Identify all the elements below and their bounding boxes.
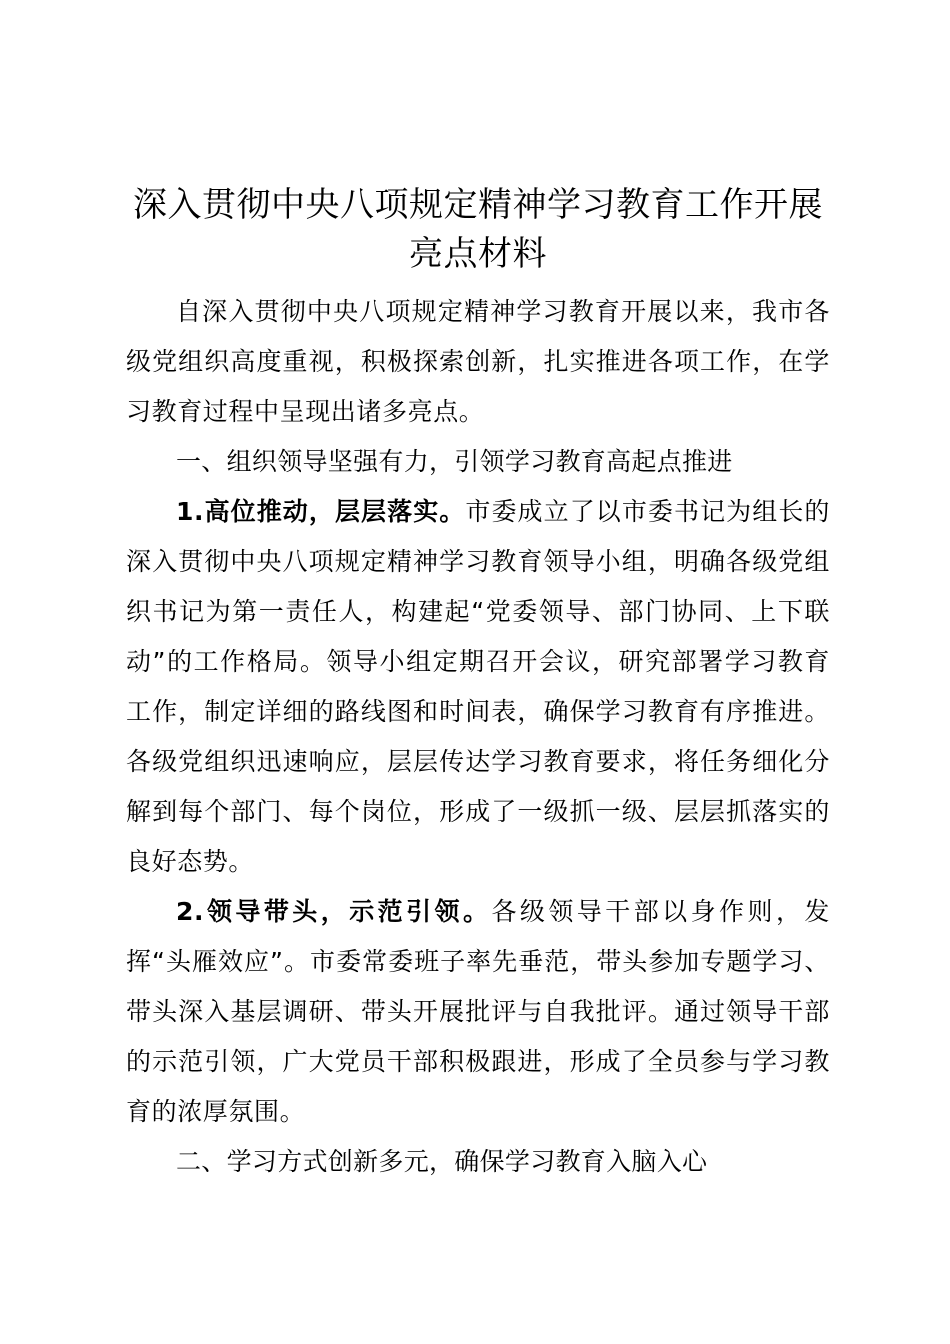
title-line-1: 深入贯彻中央八项规定精神学习教育工作开展	[133, 185, 823, 225]
document-title	[126, 181, 830, 279]
item-body-2: 各级领导干部以身作则，发挥“头雁效应”。市委常委班子率先垂范，带头参加专题学习、带头深入基层调研、带头开展批评与自我批评。通过领导干部的示范引领，广大党员干部积极跟进，形成了全员参与学习教育的浓厚氛围。	[126, 897, 831, 1126]
title-line-2: 亮点材料	[409, 234, 547, 274]
section-heading-1: 一、组织领导坚强有力，引领学习教育高起点推进	[176, 447, 733, 476]
item-lead-2: 2.领导带头，示范引领。	[176, 897, 492, 926]
section-heading-2: 二、学习方式创新多元，确保学习教育入脑入心	[176, 1147, 708, 1176]
item-body-1: 市委成立了以市委书记为组长的深入贯彻中央八项规定精神学习教育领导小组，明确各级党组织书记为第一责任人，构建起“党委领导、部门协同、上下联动”的工作格局。领导小组定期召开会议，研究部署学习教育工作，制定详细的路线图和时间表，确保学习教育有序推进。各级党组织迅速响应，层层传达学习教育要求，将任务细化分解到每个部门、每个岗位，形成了一级抓一级、层层抓落实的良好态势。	[126, 497, 831, 876]
intro-paragraph: 自深入贯彻中央八项规定精神学习教育开展以来，我市各级党组织高度重视，积极探索创新，扎实推进各项工作，在学习教育过程中呈现出诸多亮点。	[126, 297, 830, 426]
item-paragraph-2	[126, 887, 830, 1137]
item-lead-1: 1.高位推动，层层落实。	[176, 497, 466, 526]
item-paragraph-1	[126, 487, 830, 887]
